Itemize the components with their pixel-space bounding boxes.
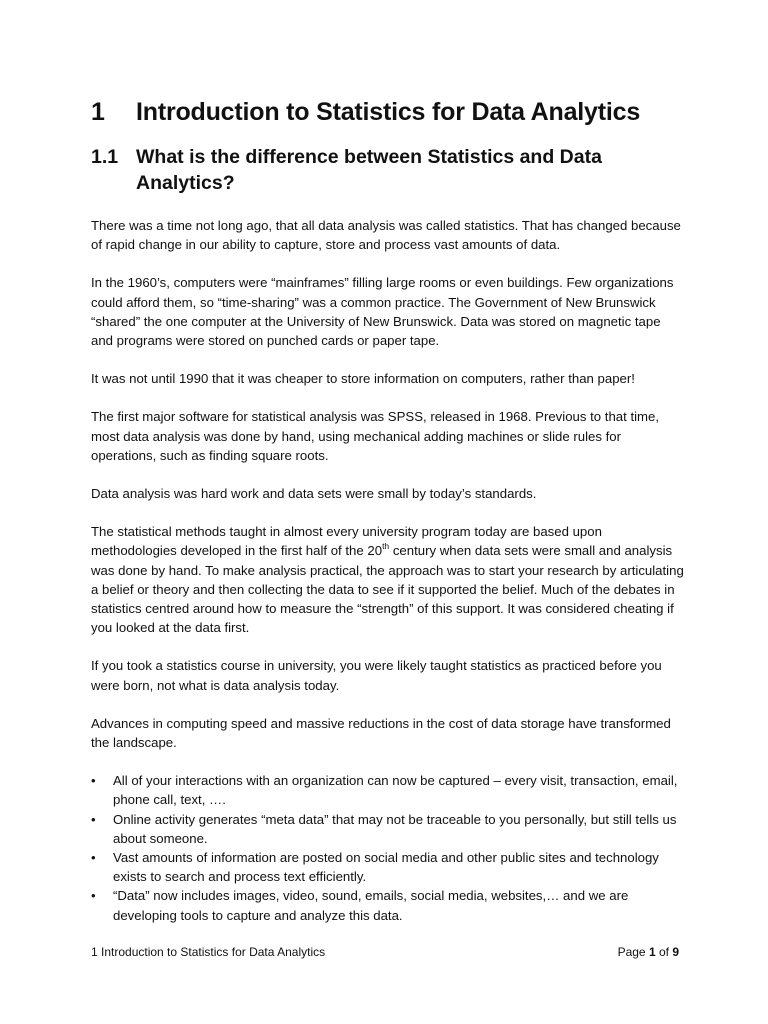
methodologies-text-start: The statistical methods taught in almost every university program today are based upon methodologies developed in the first half of the 20 <box>91 524 602 559</box>
page-word: Page <box>617 945 649 959</box>
list-item <box>91 810 685 848</box>
bullet-icon: • <box>91 850 96 866</box>
page-number <box>618 944 679 960</box>
paragraph-hard-work: Data analysis was hard work and data sets were small by today’s standards. <box>91 486 537 502</box>
section-title: What is the difference between Statistics and Data Analytics? <box>136 146 602 194</box>
page-total: 9 <box>672 945 679 959</box>
list-item-text: “Data” now includes images, video, sound, emails, social media, websites,… and we are developing tools to capture and analyze this data. <box>113 888 629 923</box>
bullet-list <box>91 771 685 925</box>
list-item-text: Online activity generates “meta data” that may not be traceable to you personally, but still tells us about someone. <box>113 811 677 846</box>
list-item-text: Vast amounts of information are posted on social media and other public sites and technology exists to search and process text efficiently. <box>113 850 659 885</box>
methodologies-text-end: century when data sets were small and analysis was done by hand. To make analysis practical, the approach was to start your research by articulating a belief or theory and then collecting the data to see if it supported the belief. Much of the debates in statistics centred around how to measure the “strength” of this support. It was considered cheating if you looked at the data first. <box>91 543 684 636</box>
chapter-heading <box>91 94 685 130</box>
paragraph-advances: Advances in computing speed and massive reductions in the cost of data storage have transformed the landscape. <box>91 715 671 751</box>
page-footer <box>91 944 679 960</box>
century-superscript: th <box>382 541 390 552</box>
paragraph-storage-1990: It was not until 1990 that it was cheaper to store information on computers, rather than paper! <box>91 371 635 387</box>
page-of: of <box>655 945 673 959</box>
section-number: 1.1 <box>91 146 119 168</box>
footer-chapter-title: 1 Introduction to Statistics for Data Analytics <box>91 945 326 959</box>
list-item-text: All of your interactions with an organization can now be captured – every visit, transaction, email, phone call, text, …. <box>113 773 678 808</box>
chapter-title: Introduction to Statistics for Data Analytics <box>136 98 641 126</box>
paragraph-history: There was a time not long ago, that all data analysis was called statistics. That has changed because of rapid change in our ability to capture, store and process vast amounts of data. <box>91 218 681 253</box>
bullet-icon: • <box>91 773 96 789</box>
bullet-icon: • <box>91 888 96 904</box>
page-content <box>91 94 685 925</box>
list-item <box>91 771 685 809</box>
paragraph-mainframes: In the 1960’s, computers were “mainframes” filling large rooms or even buildings. Few organizations could afford them, so “time-sharing” was a common practice. The Government of New Brunswick “shared” the one computer at the University of New Brunswick. Data was stored on magnetic tape and programs were stored on punched cards or paper tape. <box>91 275 674 349</box>
paragraph-spss: The first major software for statistical analysis was SPSS, released in 1968. Previous to that time, most data analysis was done by hand, using mechanical adding machines or slide rules for operations, such as finding square roots. <box>91 409 660 463</box>
bullet-icon: • <box>91 811 96 827</box>
list-item <box>91 848 685 886</box>
paragraph-statistics-course: If you took a statistics course in university, you were likely taught statistics as practiced before you were born, not what is data analysis today. <box>91 658 662 693</box>
list-item <box>91 886 685 924</box>
section-heading <box>91 144 685 196</box>
page-current: 1 <box>648 945 656 959</box>
chapter-number: 1 <box>91 98 105 126</box>
paragraph-methodologies <box>91 522 685 637</box>
